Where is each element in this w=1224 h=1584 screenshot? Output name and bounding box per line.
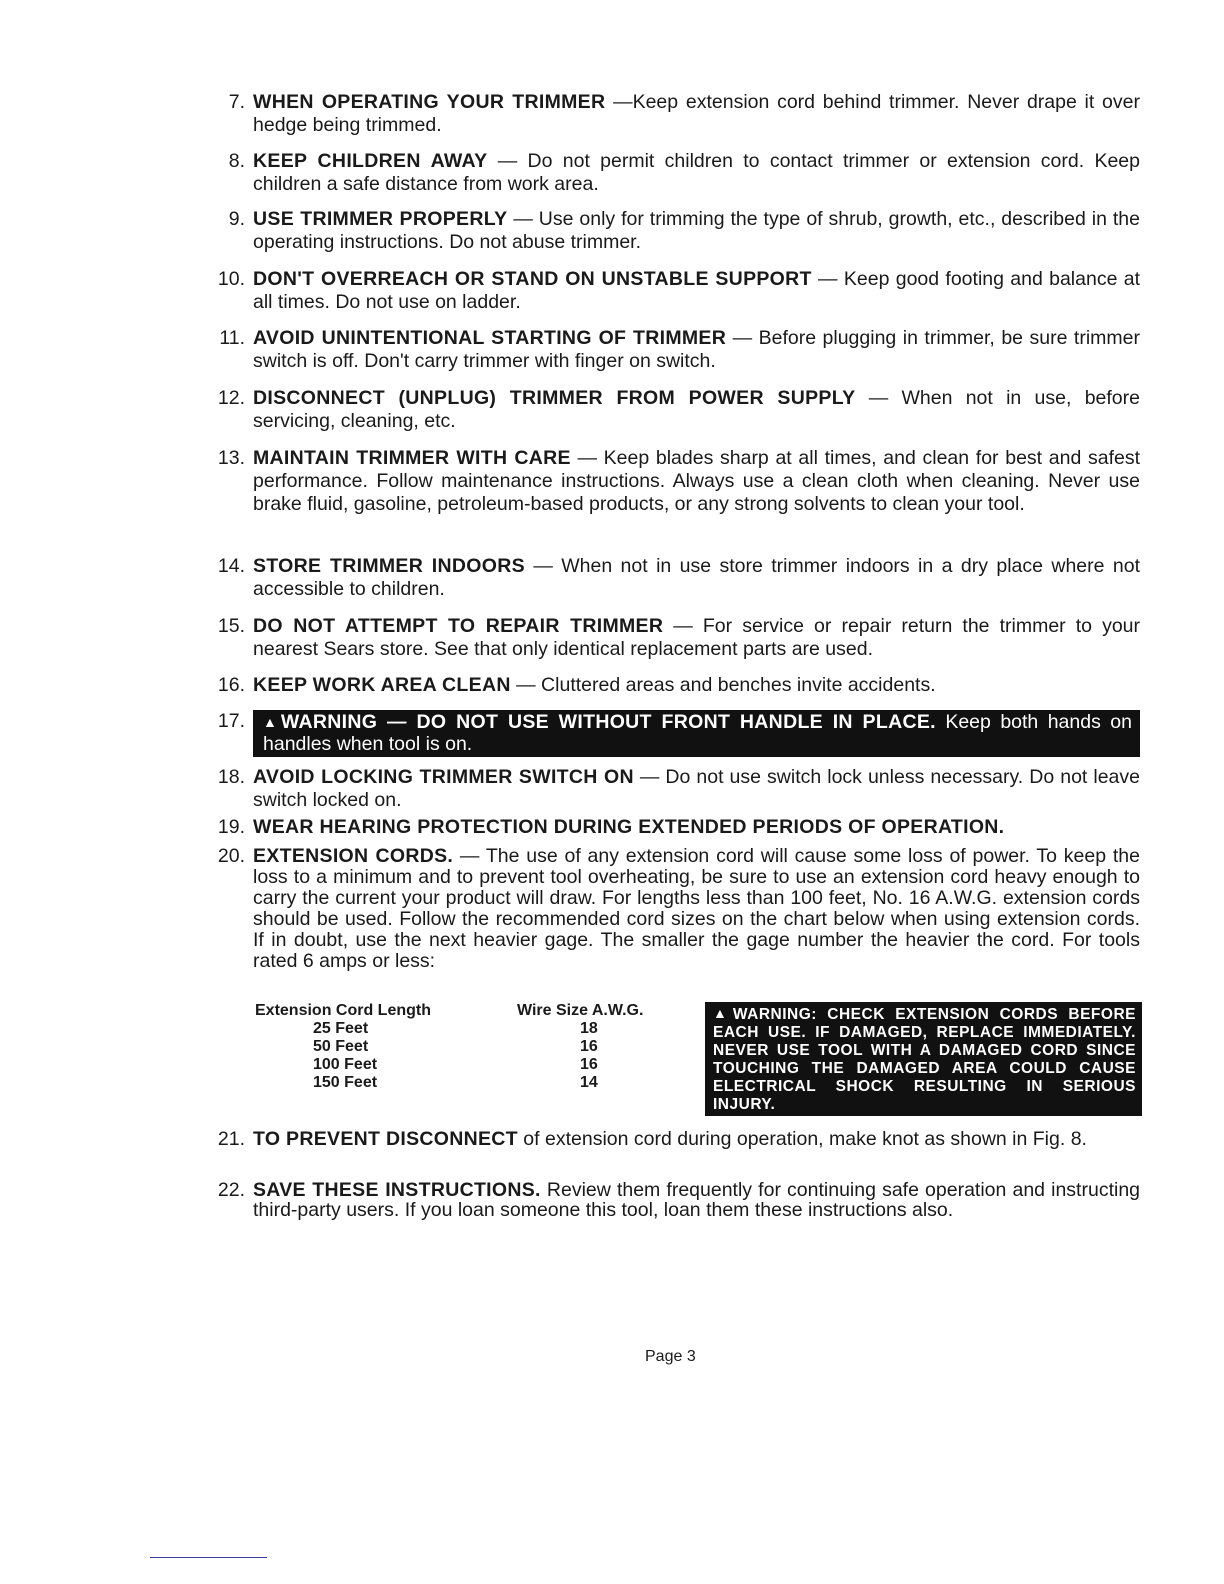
table-row-length: 150 Feet xyxy=(313,1074,378,1091)
table-row-length: 50 Feet xyxy=(313,1038,369,1055)
list-item-19: 19. WEAR HEARING PROTECTION DURING EXTENDED PERIODS OF OPERATION. xyxy=(217,816,1005,838)
table-header-length: Extension Cord Length xyxy=(255,1002,431,1019)
list-item-20: 20. EXTENSION CORDS. — The use of any extension cord will cause some loss of power. To keep the loss to a minimum and to prevent tool overheating, be sure to use an extension cord heavy enough to carry the current your product will draw. For lengths less than 100 feet, No. 16 A.W.G. extension cords should be used. Follow the recommended cord sizes on the chart below when using extension cords. If in doubt, use the next heavier gage. The smaller the gage number the heavier the cord. For tools rated 6 amps or less: xyxy=(217,845,1140,972)
list-item-9: 9. USE TRIMMER PROPERLY — Use only for trimming the type of shrub, growth, etc., described in the operating instructions. Do not abuse trimmer. xyxy=(228,208,1140,253)
list-item-21: 21. TO PREVENT DISCONNECT of extension cord during operation, make knot as shown in Fig. 8. xyxy=(217,1128,1087,1150)
list-item-7: 7. WHEN OPERATING YOUR TRIMMER —Keep extension cord behind trimmer. Never drape it over hedge being trimmed. xyxy=(228,91,1140,136)
table-row-wire: 16 xyxy=(580,1056,598,1073)
footer-rule xyxy=(150,1557,267,1558)
table-row-length: 25 Feet xyxy=(313,1020,369,1037)
list-item-18: 18. AVOID LOCKING TRIMMER SWITCH ON — Do not use switch lock unless necessary. Do not leave switch locked on. xyxy=(217,766,1140,811)
list-item-14: 14. STORE TRIMMER INDOORS — When not in use store trimmer indoors in a dry place where not accessible to children. xyxy=(217,555,1140,600)
table-row-wire: 18 xyxy=(580,1020,598,1037)
list-item-12: 12. DISCONNECT (UNPLUG) TRIMMER FROM POWER SUPPLY — When not in use, before servicing, cleaning, etc. xyxy=(217,387,1140,432)
list-item-13: 13. MAINTAIN TRIMMER WITH CARE — Keep blades sharp at all times, and clean for best and safest performance. Follow maintenance instructions. Always use a clean cloth when cleaning. Never use brake fluid, gasoline, petroleum-based products, or any strong solvents to clean your tool. xyxy=(217,447,1141,515)
list-item-16: 16. KEEP WORK AREA CLEAN — Cluttered areas and benches invite accidents. xyxy=(217,674,936,696)
list-item-11: 11. AVOID UNINTENTIONAL STARTING OF TRIMMER — Before plugging in trimmer, be sure trimmer switch is off. Don't carry trimmer with finger on switch. xyxy=(219,327,1140,372)
list-item-22: 22. SAVE THESE INSTRUCTIONS. Review them frequently for continuing safe operation and instructing third-party users. If you loan someone this tool, loan them these instructions also. xyxy=(217,1179,1141,1221)
table-header-wire-size: Wire Size A.W.G. xyxy=(517,1002,644,1019)
extension-cord-warning-box: ▲WARNING: CHECK EXTENSION CORDS BEFORE EACH USE. IF DAMAGED, REPLACE IMMEDIATELY. NEVER USE TOOL WITH A DAMAGED CORD SINCE TOUCHING THE DAMAGED AREA COULD CAUSE ELECTRICAL SHOCK RESULTING IN SERIOUS INJURY. xyxy=(705,1002,1142,1116)
front-handle-warning-bar: ▲WARNING — DO NOT USE WITHOUT FRONT HANDLE IN PLACE. Keep both hands on handles when tool is on. xyxy=(253,710,1140,757)
list-item-10: 10. DON'T OVERREACH OR STAND ON UNSTABLE SUPPORT — Keep good footing and balance at all times. Do not use on ladder. xyxy=(217,268,1140,313)
list-item-17: 17. ▲WARNING — DO NOT USE WITHOUT FRONT HANDLE IN PLACE. Keep both hands on handles when tool is on. xyxy=(205,710,1140,757)
table-row-length: 100 Feet xyxy=(313,1056,378,1073)
table-row-wire: 14 xyxy=(580,1074,598,1091)
table-row-wire: 16 xyxy=(580,1038,598,1055)
list-item-15: 15. DO NOT ATTEMPT TO REPAIR TRIMMER — For service or repair return the trimmer to your nearest Sears store. See that only identical replacement parts are used. xyxy=(217,615,1140,660)
page-number: Page 3 xyxy=(645,1348,696,1365)
warning-triangle-icon: ▲ xyxy=(713,1005,733,1021)
warning-triangle-icon: ▲ xyxy=(263,714,281,730)
list-item-8: 8. KEEP CHILDREN AWAY — Do not permit children to contact trimmer or extension cord. Keep children a safe distance from work area. xyxy=(228,150,1140,195)
